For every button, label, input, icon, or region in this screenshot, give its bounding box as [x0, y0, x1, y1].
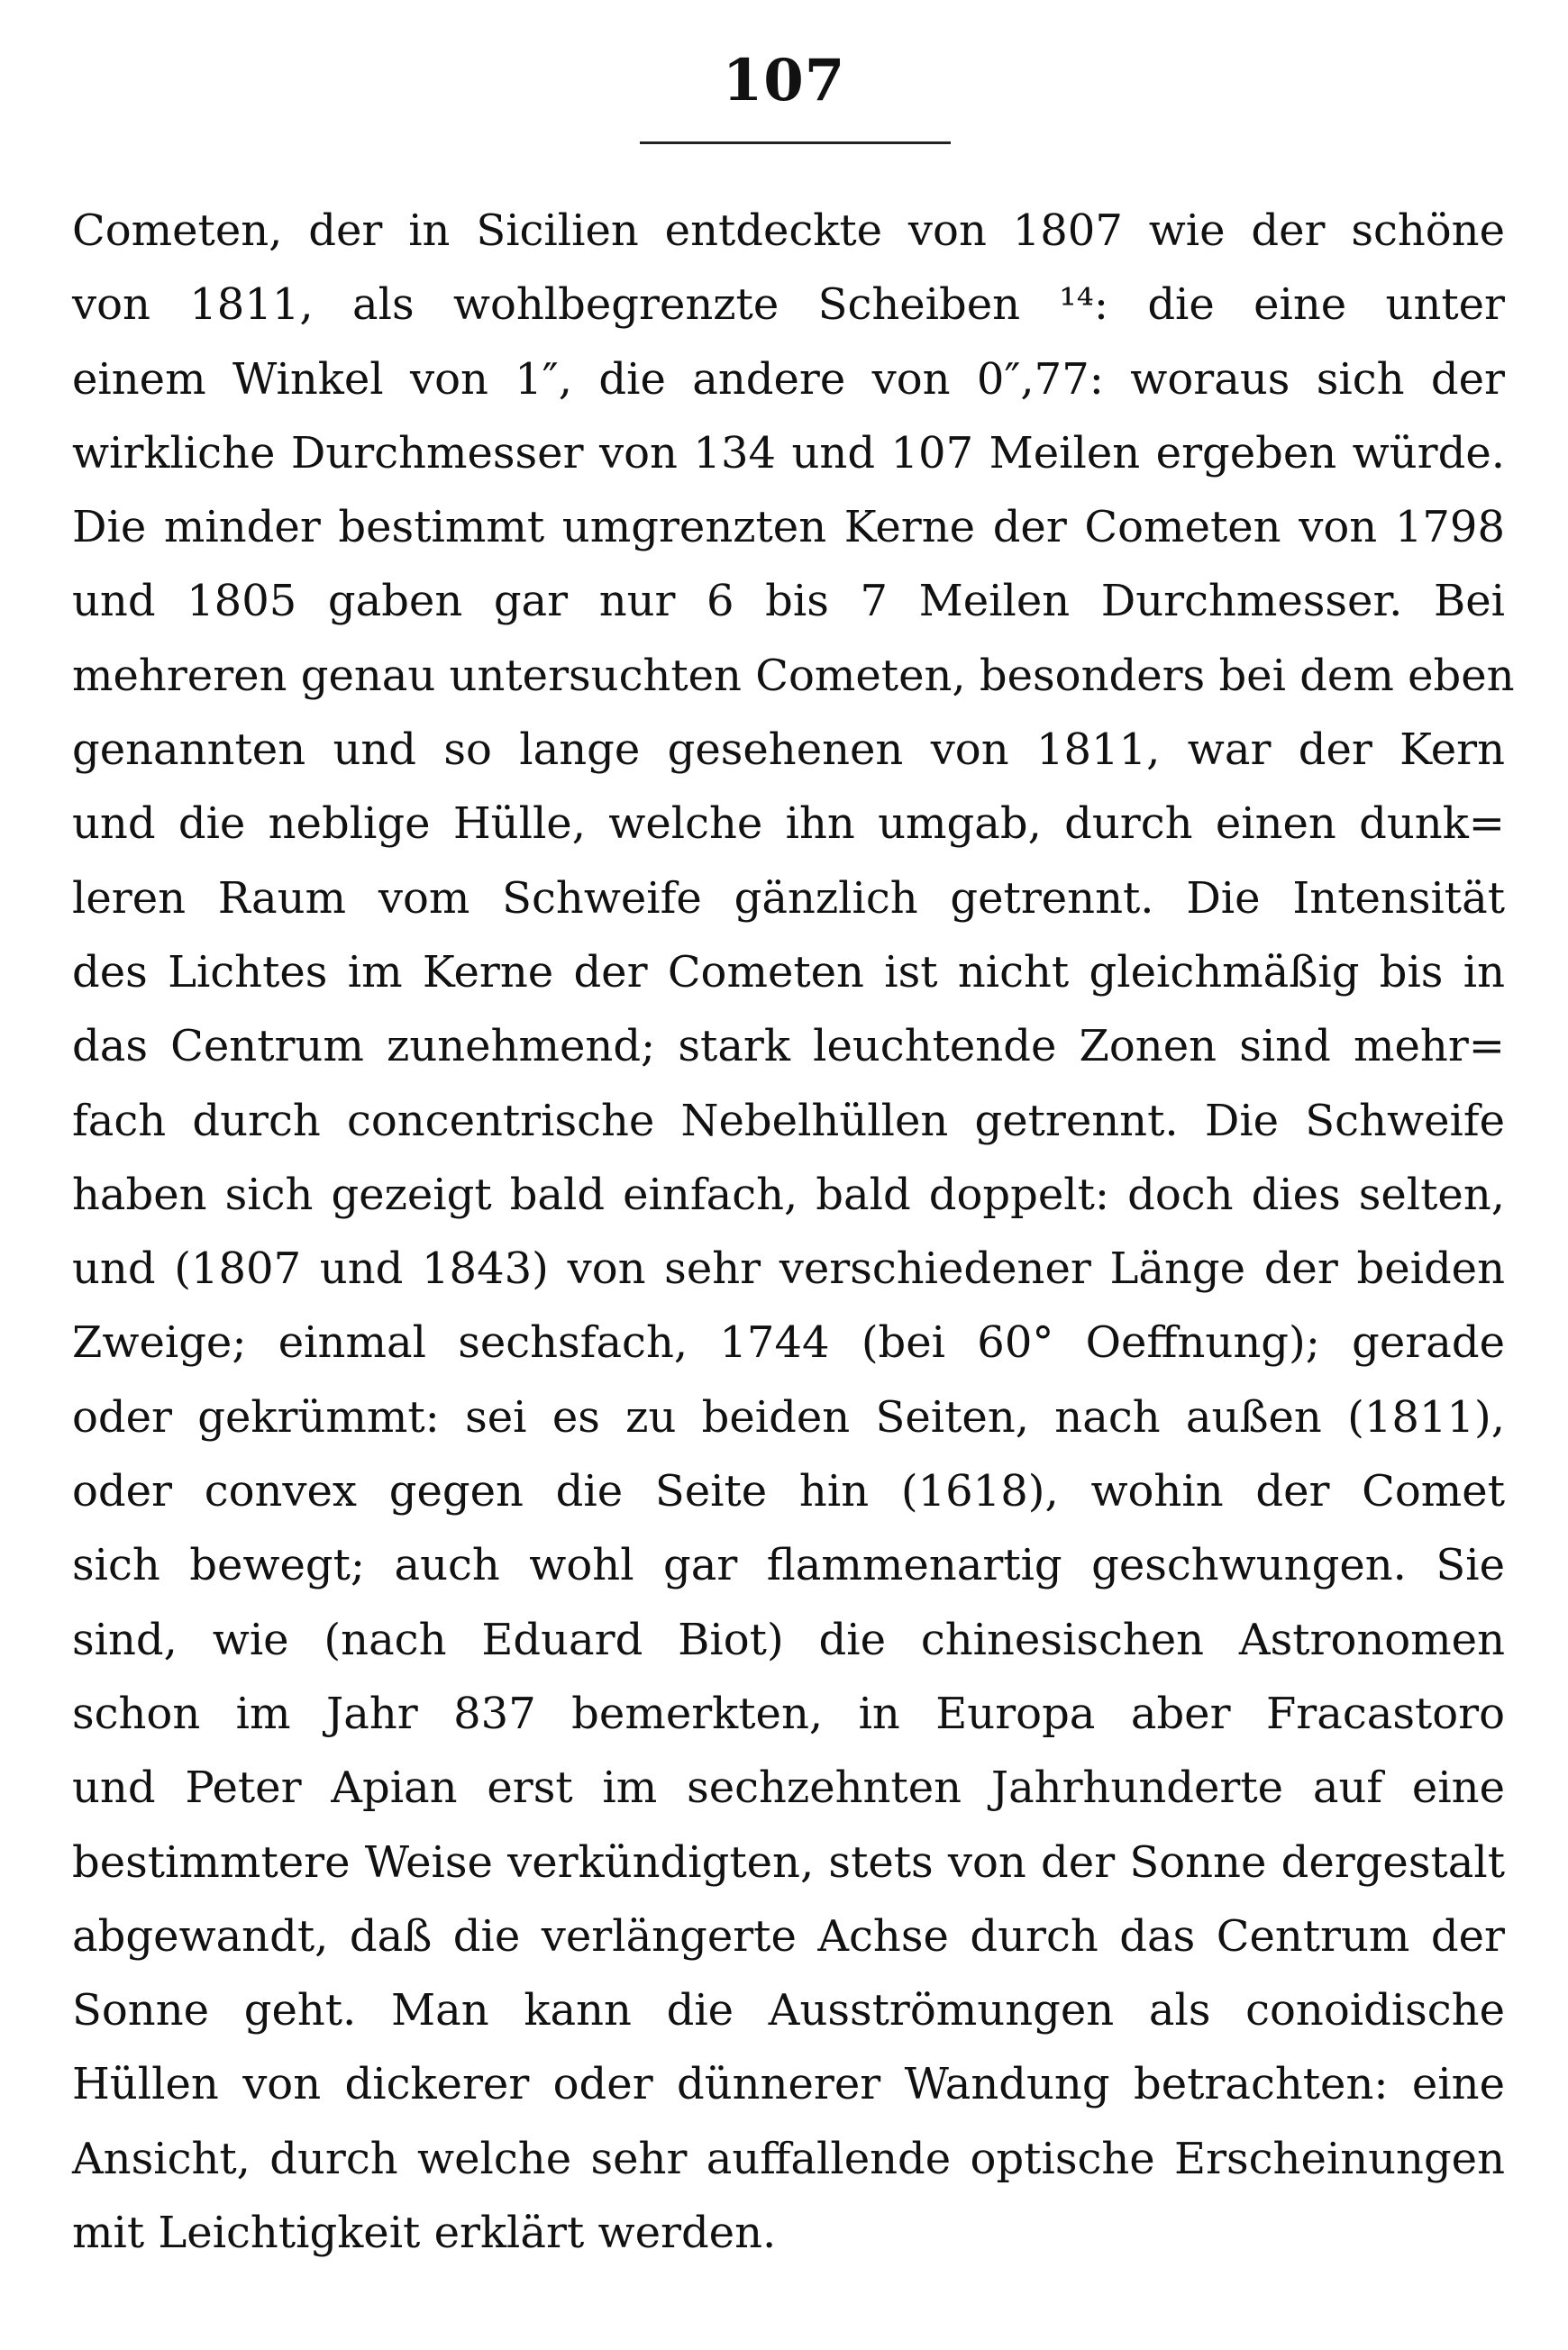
text-line: und die neblige Hülle, welche ihn umgab, durch einen dunk= [72, 798, 1505, 850]
text-line: mit Leichtigkeit erklärt werden. [72, 2208, 777, 2259]
text-line: von 1811, als wohlbegrenzte Scheiben ¹⁴: die eine unter [72, 279, 1505, 331]
text-line: bestimmtere Weise verkündigten, stets von der Sonne dergestalt [72, 1836, 1505, 1888]
text-line: abgewandt, daß die verlängerte Achse durch das Centrum der [72, 1910, 1505, 1962]
text-line: und 1805 gaben gar nur 6 bis 7 Meilen Durchmesser. Bei [72, 576, 1505, 627]
text-line: fach durch concentrische Nebelhüllen getrennt. Die Schweife [72, 1095, 1505, 1146]
text-line: sind, wie (nach Eduard Biot) die chinesischen Astronomen [72, 1614, 1505, 1665]
text-line: und (1807 und 1843) von sehr verschiedener Länge der beiden [72, 1243, 1505, 1295]
text-line: Sonne geht. Man kann die Ausströmungen als conoidische [72, 1985, 1505, 2036]
text-line: sich bewegt; auch wohl gar flammenartig geschwungen. Sie [72, 1540, 1505, 1591]
text-line: Ansicht, durch welche sehr auffallende optische Erscheinungen [72, 2133, 1505, 2184]
text-line: oder gekrümmt: sei es zu beiden Seiten, nach außen (1811), [72, 1391, 1505, 1443]
text-line: wirkliche Durchmesser von 134 und 107 Meilen ergeben würde. [72, 427, 1505, 478]
text-line: des Lichtes im Kerne der Cometen ist nicht gleichmäßig bis in [72, 946, 1505, 997]
text-line: haben sich gezeigt bald einfach, bald doppelt: doch dies selten, [72, 1169, 1505, 1220]
text-line: Cometen, der in Sicilien entdeckte von 1807 wie der schöne [72, 205, 1505, 256]
text-line: Hüllen von dickerer oder dünnerer Wandung betrachten: eine [72, 2059, 1505, 2110]
text-line: Zweige; einmal sechsfach, 1744 (bei 60° Oeffnung); gerade [72, 1317, 1505, 1369]
text-line: und Peter Apian erst im sechzehnten Jahrhunderte auf eine [72, 1762, 1505, 1814]
text-line: leren Raum vom Schweife gänzlich getrennt. Die Intensität [72, 872, 1505, 924]
text-line: einem Winkel von 1″, die andere von 0″,77: woraus sich der [72, 353, 1505, 405]
page-number: 107 [722, 47, 846, 114]
text-line: oder convex gegen die Seite hin (1618), wohin der Comet [72, 1466, 1505, 1517]
body-text [72, 194, 1515, 2270]
text-line: das Centrum zunehmend; stark leuchtende Zonen sind mehr= [72, 1021, 1505, 1072]
text-line: schon im Jahr 837 bemerkten, in Europa aber Fracastoro [72, 1688, 1505, 1739]
text-line: mehreren genau untersuchten Cometen, besonders bei dem eben [72, 650, 1515, 701]
header-rule [640, 141, 951, 144]
text-line: genannten und so lange gesehenen von 1811, war der Kern [72, 724, 1505, 776]
text-line: Die minder bestimmt umgrenzten Kerne der Cometen von 1798 [72, 502, 1505, 553]
